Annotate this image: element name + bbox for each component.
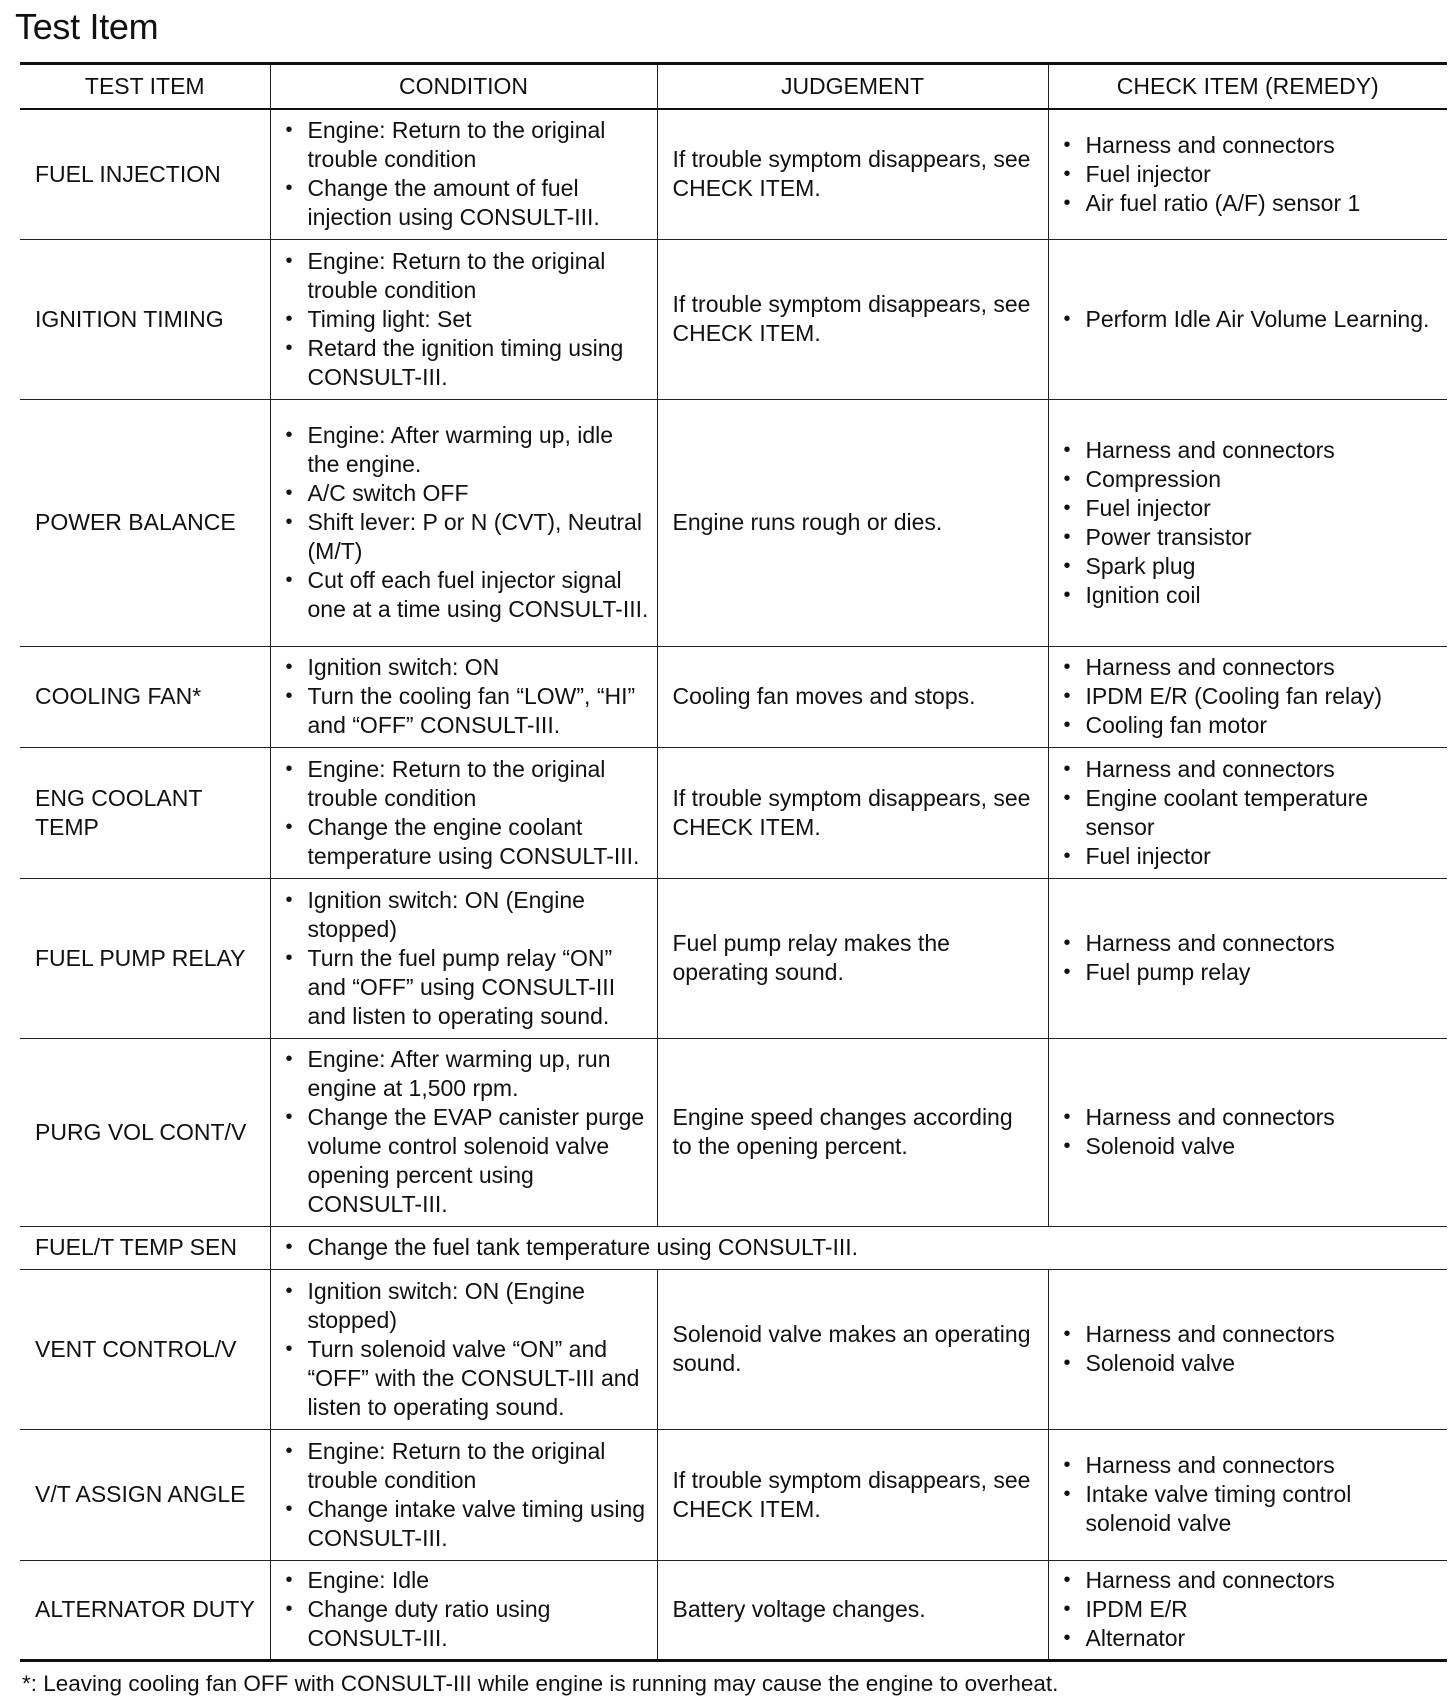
check-item: • Ignition coil — [1061, 581, 1442, 610]
condition-item: • Ignition switch: ON (Engine stopped) — [283, 1277, 649, 1335]
check-item: • Harness and connectors — [1061, 929, 1442, 958]
check-item: • Perform Idle Air Volume Learning. — [1061, 305, 1442, 334]
test-item-cell: FUEL PUMP RELAY — [20, 878, 270, 1038]
table-row — [20, 1429, 1447, 1560]
table-row — [20, 1226, 1447, 1269]
check-item: • Harness and connectors — [1061, 755, 1442, 784]
condition-cell — [270, 1429, 657, 1560]
judgement-cell: Battery voltage changes. — [657, 1560, 1048, 1660]
condition-cell — [270, 878, 657, 1038]
test-item-table — [20, 62, 1447, 1662]
condition-item: • Shift lever: P or N (CVT), Neutral (M/T) — [283, 508, 649, 566]
condition-item: • Timing light: Set — [283, 305, 649, 334]
condition-item: • Change the EVAP canister purge volume control solenoid valve opening percent using CONSULT-III. — [283, 1103, 649, 1219]
test-item-cell: FUEL INJECTION — [20, 109, 270, 239]
check-item: • Alternator — [1061, 1624, 1442, 1653]
condition-item: • Change duty ratio using CONSULT-III. — [283, 1595, 649, 1653]
condition-item: • Engine: After warming up, idle the engine. — [283, 421, 649, 479]
check-item: • Harness and connectors — [1061, 1320, 1442, 1349]
condition-cell — [270, 1560, 657, 1660]
table-row — [20, 747, 1447, 878]
check-item-cell — [1048, 399, 1447, 646]
condition-item: • Retard the ignition timing using CONSULT-III. — [283, 334, 649, 392]
page-title: Test Item — [15, 6, 159, 47]
test-item-cell: V/T ASSIGN ANGLE — [20, 1429, 270, 1560]
check-item: • Fuel injector — [1061, 160, 1442, 189]
condition-item: • Turn the fuel pump relay “ON” and “OFF” using CONSULT-III and listen to operating sound. — [283, 944, 649, 1031]
check-item: • Fuel injector — [1061, 842, 1442, 871]
condition-item: • Engine: After warming up, run engine at 1,500 rpm. — [283, 1045, 649, 1103]
table-header-row — [20, 64, 1447, 110]
header-test-item: TEST ITEM — [20, 64, 270, 110]
header-check-item: CHECK ITEM (REMEDY) — [1048, 64, 1447, 110]
check-item: • Solenoid valve — [1061, 1349, 1442, 1378]
check-item: • IPDM E/R — [1061, 1595, 1442, 1624]
test-item-cell: FUEL/T TEMP SEN — [20, 1226, 270, 1269]
condition-cell — [270, 646, 657, 747]
check-item: • Compression — [1061, 465, 1442, 494]
check-item-cell — [1048, 747, 1447, 878]
check-item: • Intake valve timing control solenoid valve — [1061, 1480, 1442, 1538]
condition-item: • Engine: Return to the original trouble condition — [283, 1437, 649, 1495]
judgement-cell: If trouble symptom disappears, see CHECK ITEM. — [657, 109, 1048, 239]
check-item: • Fuel injector — [1061, 494, 1442, 523]
condition-item: • Engine: Return to the original trouble condition — [283, 116, 649, 174]
check-item-cell — [1048, 1560, 1447, 1660]
check-item-cell — [1048, 239, 1447, 399]
header-condition: CONDITION — [270, 64, 657, 110]
condition-item: • Turn solenoid valve “ON” and “OFF” with the CONSULT-III and listen to operating sound. — [283, 1335, 649, 1422]
test-item-cell: COOLING FAN* — [20, 646, 270, 747]
table-row — [20, 646, 1447, 747]
condition-item: • Change the engine coolant temperature using CONSULT-III. — [283, 813, 649, 871]
judgement-cell: Engine runs rough or dies. — [657, 399, 1048, 646]
condition-item: • Ignition switch: ON (Engine stopped) — [283, 886, 649, 944]
judgement-cell: Engine speed changes according to the opening percent. — [657, 1038, 1048, 1226]
footnote: *: Leaving cooling fan OFF with CONSULT-III while engine is running may cause the engine to overheat. — [22, 1671, 1059, 1696]
check-item: • Spark plug — [1061, 552, 1442, 581]
check-item-cell — [1048, 646, 1447, 747]
test-item-cell: PURG VOL CONT/V — [20, 1038, 270, 1226]
table-row — [20, 878, 1447, 1038]
check-item: • Harness and connectors — [1061, 436, 1442, 465]
check-item: • Solenoid valve — [1061, 1132, 1442, 1161]
condition-item: • Change intake valve timing using CONSULT-III. — [283, 1495, 649, 1553]
check-item: • Power transistor — [1061, 523, 1442, 552]
condition-cell — [270, 239, 657, 399]
check-item-cell — [1048, 1038, 1447, 1226]
test-item-cell: IGNITION TIMING — [20, 239, 270, 399]
check-item-cell — [1048, 1429, 1447, 1560]
condition-item: • Change the fuel tank temperature using CONSULT-III. — [283, 1233, 1440, 1262]
check-item-cell — [1048, 878, 1447, 1038]
check-item: • Harness and connectors — [1061, 1566, 1442, 1595]
judgement-cell: Cooling fan moves and stops. — [657, 646, 1048, 747]
check-item: • Air fuel ratio (A/F) sensor 1 — [1061, 189, 1442, 218]
condition-item: • Engine: Return to the original trouble condition — [283, 755, 649, 813]
check-item-cell — [1048, 1269, 1447, 1429]
condition-cell — [270, 109, 657, 239]
judgement-cell: If trouble symptom disappears, see CHECK ITEM. — [657, 747, 1048, 878]
condition-item: • Engine: Return to the original trouble condition — [283, 247, 649, 305]
condition-cell — [270, 1038, 657, 1226]
table-row — [20, 1269, 1447, 1429]
table-row — [20, 239, 1447, 399]
condition-item: • Engine: Idle — [283, 1566, 649, 1595]
condition-item: • Turn the cooling fan “LOW”, “HI” and “OFF” CONSULT-III. — [283, 682, 649, 740]
span-note-cell — [270, 1226, 1447, 1269]
check-item: • Fuel pump relay — [1061, 958, 1442, 987]
check-item: • Harness and connectors — [1061, 1103, 1442, 1132]
table-row — [20, 399, 1447, 646]
judgement-cell: If trouble symptom disappears, see CHECK ITEM. — [657, 1429, 1048, 1560]
table-row — [20, 1038, 1447, 1226]
header-judgement: JUDGEMENT — [657, 64, 1048, 110]
test-item-cell: VENT CONTROL/V — [20, 1269, 270, 1429]
test-item-cell: POWER BALANCE — [20, 399, 270, 646]
check-item: • Harness and connectors — [1061, 653, 1442, 682]
condition-cell — [270, 399, 657, 646]
condition-item: • A/C switch OFF — [283, 479, 649, 508]
test-item-cell: ALTERNATOR DUTY — [20, 1560, 270, 1660]
check-item: • Harness and connectors — [1061, 1451, 1442, 1480]
table-row — [20, 1560, 1447, 1660]
condition-item: • Ignition switch: ON — [283, 653, 649, 682]
check-item: • IPDM E/R (Cooling fan relay) — [1061, 682, 1442, 711]
check-item: • Cooling fan motor — [1061, 711, 1442, 740]
condition-cell — [270, 1269, 657, 1429]
condition-item: • Change the amount of fuel injection using CONSULT-III. — [283, 174, 649, 232]
judgement-cell: Fuel pump relay makes the operating sound. — [657, 878, 1048, 1038]
check-item-cell — [1048, 109, 1447, 239]
judgement-cell: If trouble symptom disappears, see CHECK ITEM. — [657, 239, 1048, 399]
check-item: • Engine coolant temperature sensor — [1061, 784, 1442, 842]
condition-cell — [270, 747, 657, 878]
test-item-cell: ENG COOLANT TEMP — [20, 747, 270, 878]
check-item: • Harness and connectors — [1061, 131, 1442, 160]
judgement-cell: Solenoid valve makes an operating sound. — [657, 1269, 1048, 1429]
table-row — [20, 109, 1447, 239]
condition-item: • Cut off each fuel injector signal one at a time using CONSULT-III. — [283, 566, 649, 624]
